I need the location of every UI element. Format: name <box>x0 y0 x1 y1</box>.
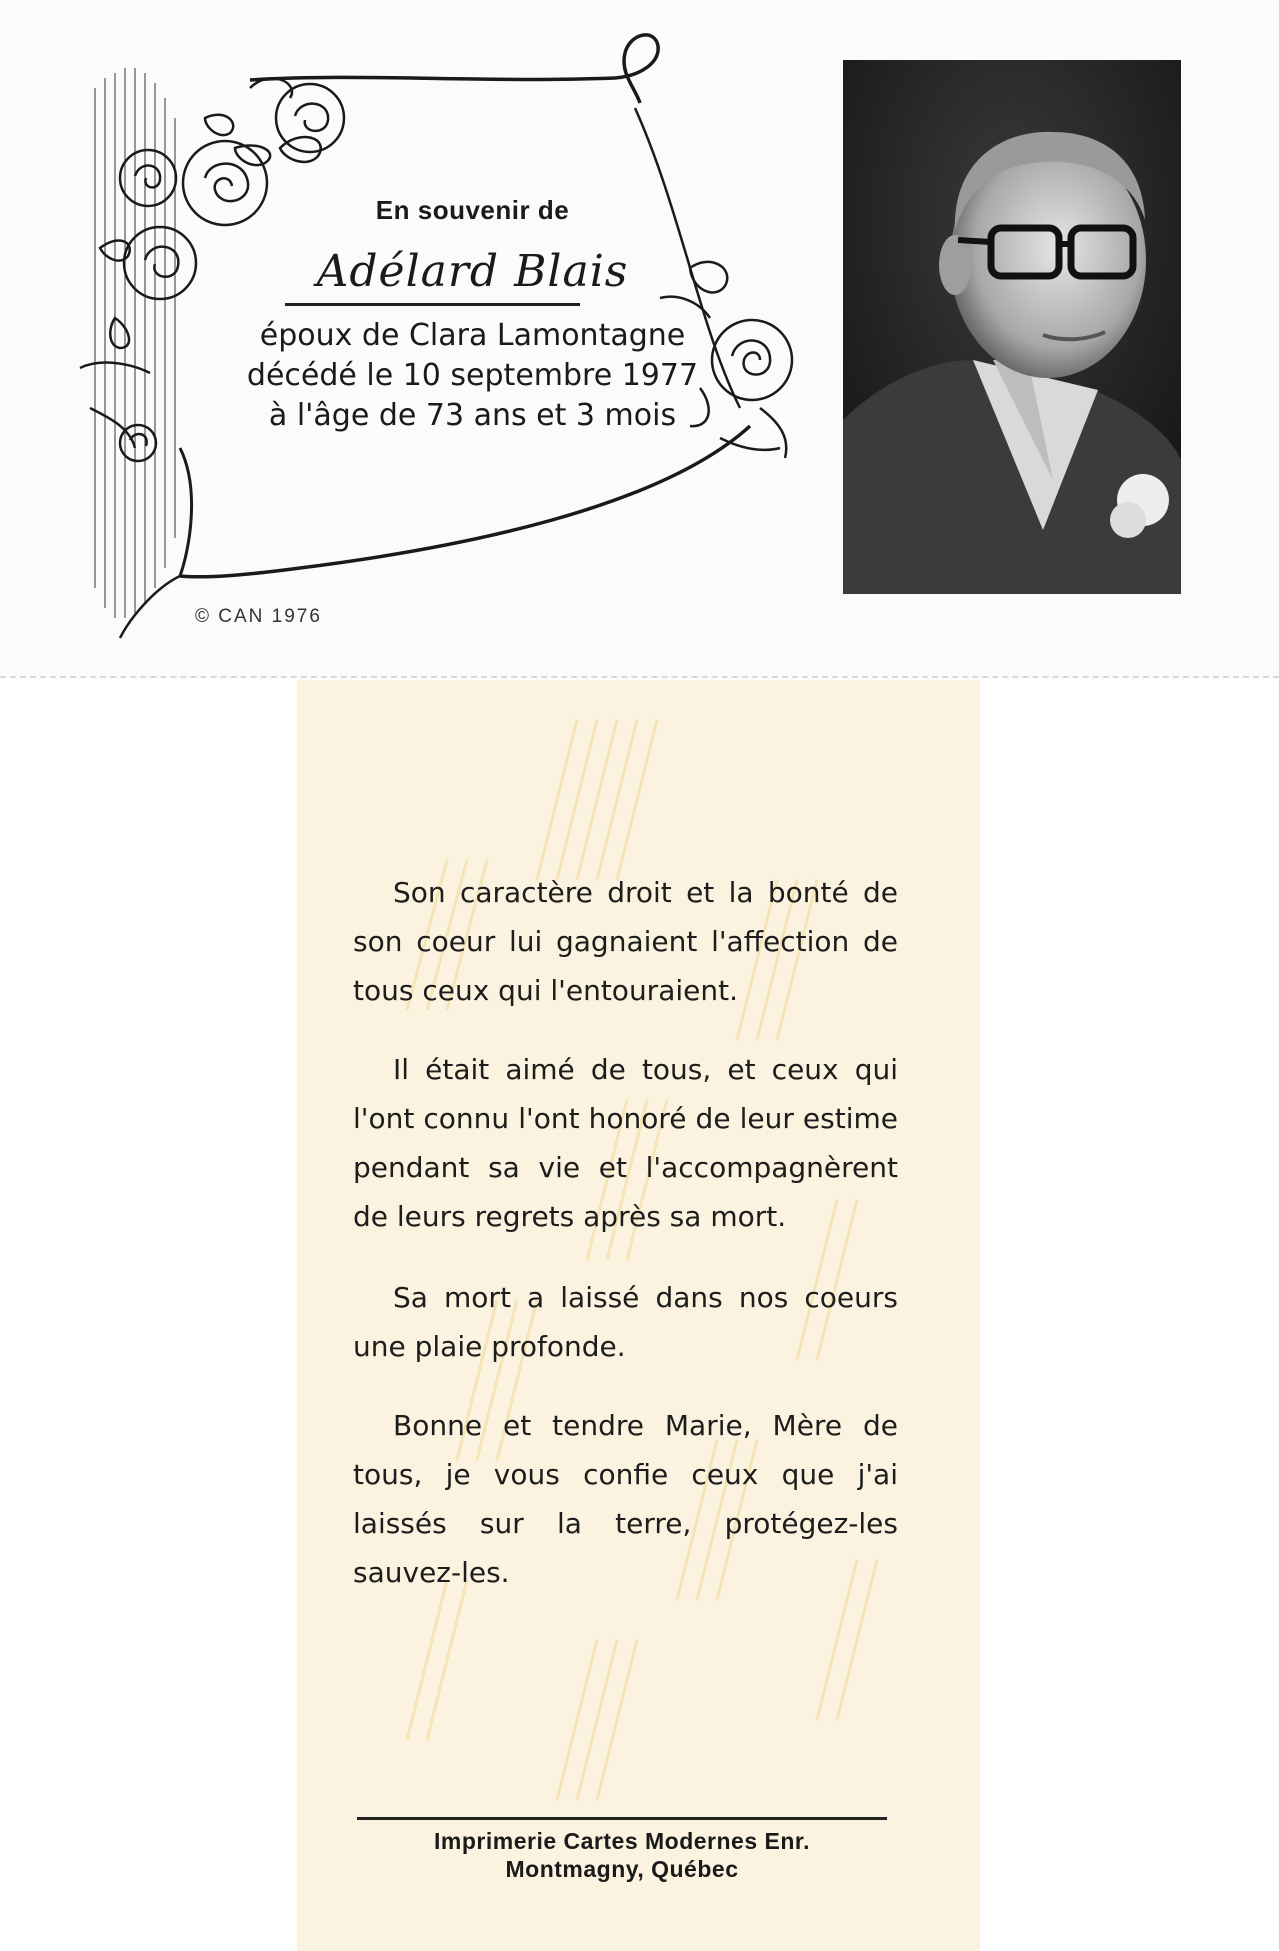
prayer-paragraph: Bonne et tendre Marie, Mère de tous, je vous confie ceux que j'ai laissés sur la terre, protégez-les sauvez-les. <box>353 1409 898 1589</box>
memorial-text-block <box>195 195 750 436</box>
tribute-paragraph: Il était aimé de tous, et ceux qui l'ont connu l'ont honoré de leur estime pendant sa vie et l'accompagnèrent de leurs regrets après sa mort. <box>353 1053 898 1233</box>
imprint-divider <box>357 1817 887 1820</box>
printer-name: Imprimerie Cartes Modernes Enr. <box>434 1828 810 1854</box>
memorial-card-back <box>297 680 980 1951</box>
hatch-lines <box>95 68 175 618</box>
age-line: à l'âge de 73 ans et 3 mois <box>268 398 677 433</box>
tribute-text <box>353 868 898 1627</box>
in-memory-of-label: En souvenir de <box>375 195 570 225</box>
portrait-photo <box>843 60 1181 594</box>
name-underline <box>285 303 580 306</box>
tribute-paragraph: Son caractère droit et la bonté de son coeur lui gagnaient l'affection de tous ceux qui l'entouraient. <box>353 876 898 1007</box>
tribute-paragraph: Sa mort a laissé dans nos coeurs une plaie profonde. <box>353 1281 898 1363</box>
spouse-line: époux de Clara Lamontagne <box>259 318 686 353</box>
printer-location: Montmagny, Québec <box>505 1856 739 1882</box>
copyright-note: © CAN 1976 <box>195 606 322 627</box>
printer-imprint <box>357 1827 887 1883</box>
death-date-line: décédé le 10 septembre 1977 <box>246 358 699 393</box>
memorial-card-front <box>0 0 1279 678</box>
deceased-name: Adélard Blais <box>316 246 629 297</box>
